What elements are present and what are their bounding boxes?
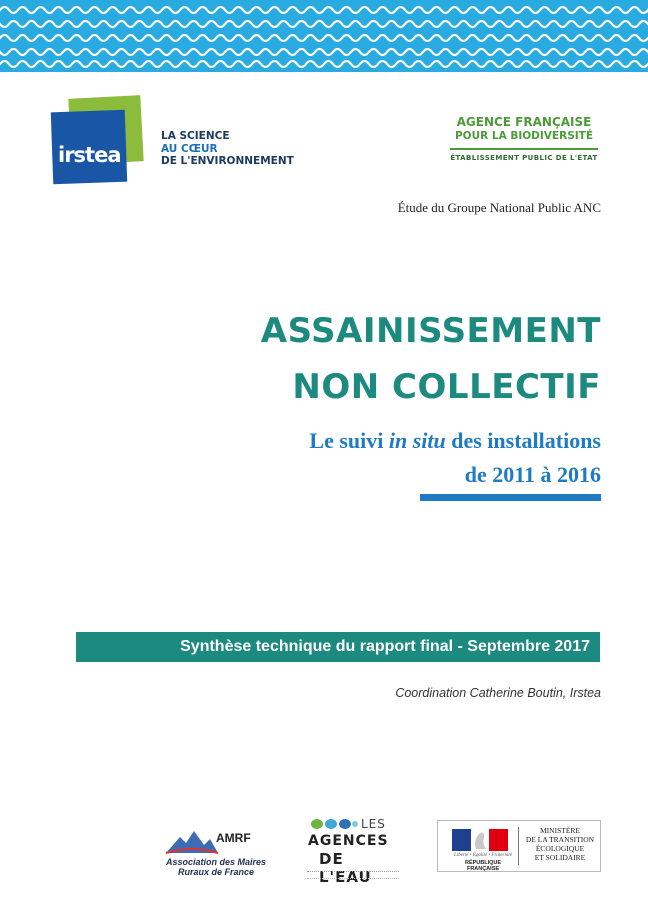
subtitle-line-2: de 2011 à 2016 [464, 462, 601, 487]
wave-pattern-icon [0, 0, 648, 72]
marianne-icon: Liberté • Égalité • Fraternité RÉPUBLIQUE FRANÇAISE [446, 827, 514, 867]
irstea-logo [52, 97, 144, 185]
mountain-icon [164, 827, 220, 857]
ministere-name: MINISTÈRE DE LA TRANSITION ÉCOLOGIQUE ET SOLIDAIRE [525, 826, 595, 862]
afb-logo [446, 115, 602, 162]
ministere-logo [437, 820, 601, 872]
afb-line2: POUR LA BIODIVERSITÉ [454, 130, 593, 142]
agences-de-leau-logo: LES AGENCES DE L'EAU [305, 815, 401, 881]
amrf-name: Association des Maires Ruraux de France [165, 857, 267, 877]
irstea-wordmark: irstea [58, 143, 121, 167]
irstea-tagline: LA SCIENCE AU CŒUR DE L'ENVIRONNEMENT [161, 130, 294, 167]
amrf-acronym: AMRF [216, 831, 251, 845]
subtitle-line-1: Le suivi in situ des installations [309, 428, 601, 453]
synthesis-banner: Synthèse technique du rapport final - Septembre 2017 [76, 632, 600, 662]
title-line-1: ASSAINISSEMENT [260, 311, 601, 351]
subtitle-underline-bar [420, 494, 601, 501]
water-drop-icon [309, 817, 359, 831]
coordination-credit: Coordination Catherine Boutin, Irstea [395, 686, 601, 700]
study-line: Étude du Groupe National Public ANC [397, 200, 601, 215]
afb-line3: ÉTABLISSEMENT PUBLIC DE L'ÉTAT [450, 154, 598, 162]
afb-line1: AGENCE FRANÇAISE [456, 115, 592, 129]
amrf-logo [160, 825, 272, 880]
title-line-2: NON COLLECTIF [292, 367, 601, 407]
